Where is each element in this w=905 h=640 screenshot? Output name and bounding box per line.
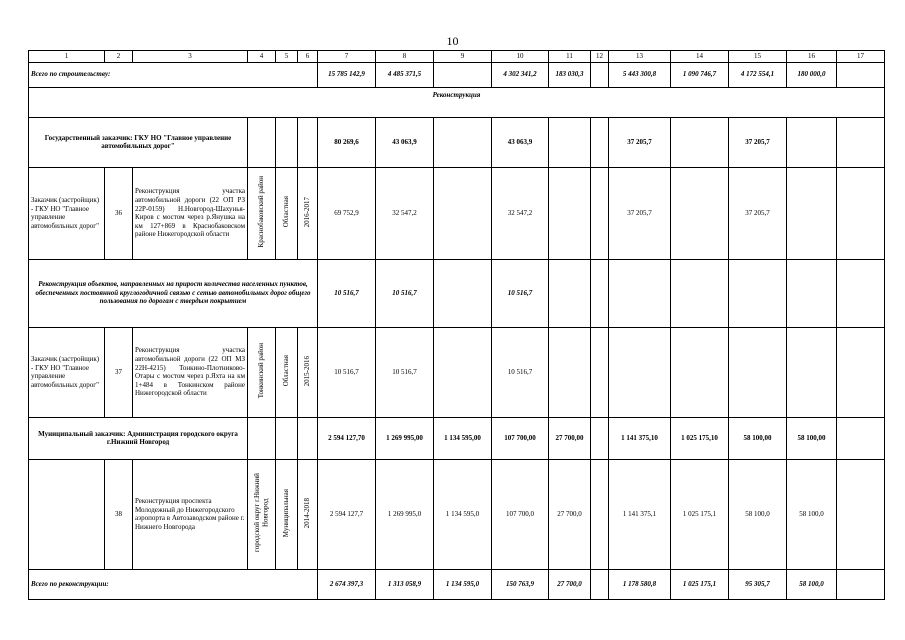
value-cell: 37 205,7 [609, 167, 671, 259]
value-cell: 15 785 142,9 [318, 62, 376, 87]
value-cell [787, 259, 837, 327]
value-cell: 1 313 058,9 [376, 569, 434, 599]
value-cell [671, 167, 729, 259]
total-construction-label: Всего по строительству: [29, 62, 318, 87]
value-cell [549, 259, 591, 327]
subsection-row [29, 259, 885, 327]
col-header: 6 [298, 51, 318, 63]
district-cell: Краснобаковский район [257, 176, 266, 248]
value-cell: 1 141 375,10 [609, 417, 671, 459]
value-cell: 80 269,6 [318, 117, 376, 167]
customer-cell: Заказчик (застройщик) - ГКУ НО "Главное управление автомобильных дорог" [29, 327, 105, 417]
district-cell: городской округ г.Нижний Новгород [252, 473, 270, 553]
value-cell: 32 547,2 [492, 167, 549, 259]
value-cell: 1 269 995,0 [376, 459, 434, 569]
municipal-customer-label: Муниципальный заказчик: Администрация городского округа г.Нижний Новгород [29, 417, 248, 459]
value-cell [609, 327, 671, 417]
value-cell [549, 167, 591, 259]
state-customer-label: Государственный заказчик: ГКУ НО "Главное управление автомобильных дорог" [29, 117, 248, 167]
value-cell: 1 090 746,7 [671, 62, 729, 87]
total-construction-row [29, 62, 885, 87]
value-cell: 27 700,00 [549, 417, 591, 459]
value-cell [729, 327, 787, 417]
value-cell [434, 117, 492, 167]
empty-cell [276, 117, 298, 167]
value-cell [837, 62, 885, 87]
value-cell [729, 259, 787, 327]
value-cell: 107 700,0 [492, 459, 549, 569]
row-number: 37 [105, 327, 133, 417]
col-header: 4 [248, 51, 276, 63]
object-description: Реконструкция участка автомобильной дороги (22 ОП РЗ 22Р-0159) Н.Новгород-Шахунья-Киров с мостом через р.Янушка на км 127+869 в Краснобаковском районе Нижегородской области [133, 167, 248, 259]
col-header: 8 [376, 51, 434, 63]
value-cell [837, 259, 885, 327]
state-customer-row [29, 117, 885, 167]
budget-table [28, 50, 885, 600]
col-header: 17 [837, 51, 885, 63]
value-cell [787, 327, 837, 417]
value-cell: 43 063,9 [492, 117, 549, 167]
customer-cell [29, 459, 105, 569]
total-reconstruction-row [29, 569, 885, 599]
value-cell [591, 259, 609, 327]
col-header: 11 [549, 51, 591, 63]
value-cell [549, 327, 591, 417]
ownership-cell: Муниципальная [282, 488, 291, 537]
col-header: 1 [29, 51, 105, 63]
table-row [29, 459, 885, 569]
value-cell: 37 205,7 [609, 117, 671, 167]
col-header: 14 [671, 51, 729, 63]
col-header: 13 [609, 51, 671, 63]
value-cell: 37 205,7 [729, 117, 787, 167]
period-cell: 2014-2018 [303, 497, 312, 528]
value-cell: 58 100,0 [787, 569, 837, 599]
value-cell: 4 485 371,5 [376, 62, 434, 87]
value-cell: 37 205,7 [729, 167, 787, 259]
value-cell [609, 259, 671, 327]
value-cell [434, 62, 492, 87]
value-cell: 2 674 397,3 [318, 569, 376, 599]
value-cell: 183 030,3 [549, 62, 591, 87]
value-cell: 10 516,7 [318, 327, 376, 417]
col-header: 15 [729, 51, 787, 63]
col-header: 10 [492, 51, 549, 63]
value-cell [671, 327, 729, 417]
empty-cell [248, 117, 276, 167]
value-cell: 1 178 580,8 [609, 569, 671, 599]
empty-cell [248, 417, 276, 459]
value-cell [787, 167, 837, 259]
value-cell: 180 000,0 [787, 62, 837, 87]
value-cell: 1 134 595,0 [434, 459, 492, 569]
value-cell [434, 167, 492, 259]
value-cell: 4 172 554,1 [729, 62, 787, 87]
value-cell: 58 100,00 [787, 417, 837, 459]
value-cell: 32 547,2 [376, 167, 434, 259]
municipal-customer-row [29, 417, 885, 459]
value-cell [837, 167, 885, 259]
table-row [29, 327, 885, 417]
value-cell [591, 117, 609, 167]
ownership-cell: Областная [282, 355, 291, 387]
value-cell [591, 459, 609, 569]
value-cell: 2 594 127,7 [318, 459, 376, 569]
value-cell: 4 302 341,2 [492, 62, 549, 87]
value-cell: 107 700,00 [492, 417, 549, 459]
value-cell: 1 141 375,1 [609, 459, 671, 569]
value-cell: 10 516,7 [492, 259, 549, 327]
value-cell [591, 167, 609, 259]
value-cell: 58 100,0 [729, 459, 787, 569]
value-cell [837, 459, 885, 569]
value-cell [591, 417, 609, 459]
col-header: 7 [318, 51, 376, 63]
value-cell [434, 327, 492, 417]
period-cell: 2015-2016 [303, 355, 312, 386]
col-header: 5 [276, 51, 298, 63]
value-cell: 95 305,7 [729, 569, 787, 599]
value-cell [837, 327, 885, 417]
value-cell: 43 063,9 [376, 117, 434, 167]
value-cell [591, 569, 609, 599]
value-cell: 150 763,9 [492, 569, 549, 599]
value-cell [671, 117, 729, 167]
value-cell: 10 516,7 [376, 327, 434, 417]
object-description: Реконструкция проспекта Молодежный до Нижегородского аэропорта в Автозаводском районе г. Нижнего Новгорода [133, 459, 248, 569]
value-cell: 69 752,9 [318, 167, 376, 259]
empty-cell [276, 417, 298, 459]
col-header: 12 [591, 51, 609, 63]
value-cell: 58 100,0 [787, 459, 837, 569]
table-row [29, 167, 885, 259]
ownership-cell: Областная [282, 196, 291, 228]
value-cell: 10 516,7 [492, 327, 549, 417]
col-header: 2 [105, 51, 133, 63]
value-cell: 58 100,00 [729, 417, 787, 459]
column-number-row [29, 51, 885, 63]
empty-cell [298, 417, 318, 459]
value-cell: 1 269 995,00 [376, 417, 434, 459]
value-cell [837, 569, 885, 599]
row-number: 38 [105, 459, 133, 569]
page-number: 10 [446, 34, 459, 48]
value-cell [591, 62, 609, 87]
value-cell [591, 327, 609, 417]
value-cell: 1 025 175,1 [671, 569, 729, 599]
section-title: Реконструкция [29, 87, 885, 117]
period-cell: 2016-2017 [303, 196, 312, 227]
value-cell: 2 594 127,70 [318, 417, 376, 459]
total-reconstruction-label: Всего по реконструкции: [29, 569, 318, 599]
value-cell [837, 417, 885, 459]
col-header: 3 [133, 51, 248, 63]
value-cell: 10 516,7 [376, 259, 434, 327]
district-cell: Тонкинский район [257, 343, 266, 399]
value-cell [549, 117, 591, 167]
value-cell: 1 134 595,0 [434, 569, 492, 599]
value-cell: 10 516,7 [318, 259, 376, 327]
value-cell [837, 117, 885, 167]
value-cell: 27 700,0 [549, 569, 591, 599]
subsection-label: Реконструкция объектов, направленных на прирост количества населенных пунктов, обеспеченных постоянной круглогодичной связью с сетью автомобильных дорог общего пользования по дорогам с твердым покрытием [29, 259, 318, 327]
value-cell: 1 134 595,00 [434, 417, 492, 459]
value-cell: 1 025 175,10 [671, 417, 729, 459]
value-cell [434, 259, 492, 327]
value-cell [671, 259, 729, 327]
section-row [29, 87, 885, 117]
col-header: 16 [787, 51, 837, 63]
empty-cell [298, 117, 318, 167]
row-number: 36 [105, 167, 133, 259]
customer-cell: Заказчик (застройщик) - ГКУ НО "Главное управление автомобильных дорог" [29, 167, 105, 259]
value-cell: 1 025 175,1 [671, 459, 729, 569]
object-description: Реконструкция участка автомобильной дороги (22 ОП МЗ 22Н-4215) Тонкино-Плотниково-Отары с мостом через р.Яхта на км 1+484 в Тонкинском районе Нижегородской области [133, 327, 248, 417]
value-cell: 27 700,0 [549, 459, 591, 569]
col-header: 9 [434, 51, 492, 63]
value-cell [787, 117, 837, 167]
value-cell: 5 443 300,8 [609, 62, 671, 87]
